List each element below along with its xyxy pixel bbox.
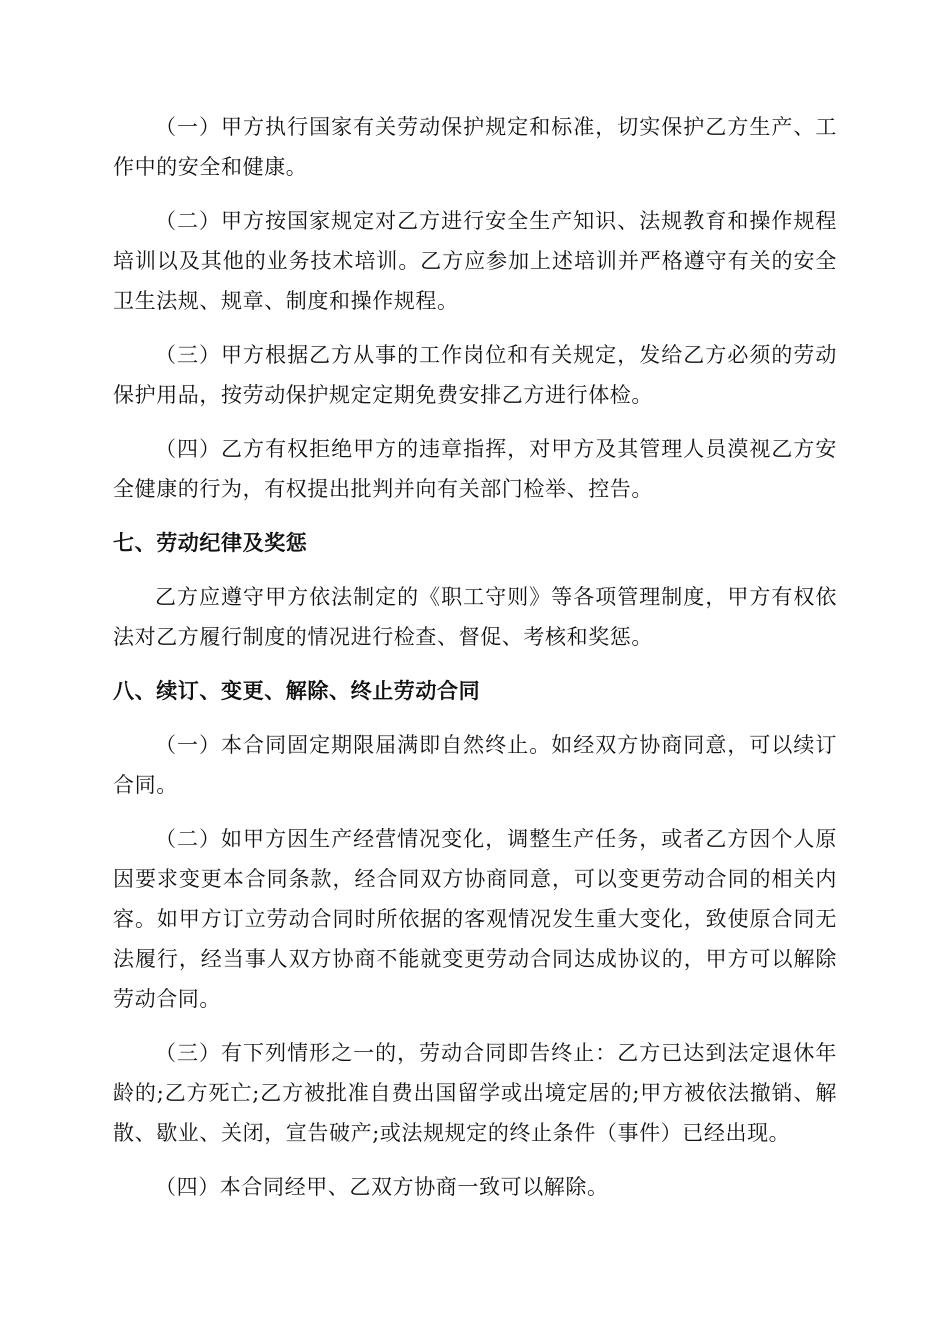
document-body xyxy=(113,107,837,1221)
section-7-heading: 七、劳动纪律及奖惩 xyxy=(113,531,308,555)
clause-8-4: （四）本合同经甲、乙双方协商一致可以解除。 xyxy=(155,1175,609,1199)
clause-6-4: （四）乙方有权拒绝甲方的违章指挥，对甲方及其管理人员漠视乙方安全健康的行为，有权提出批判并向有关部门检举、控告。 xyxy=(113,437,837,501)
clause-8-2: （二）如甲方因生产经营情况变化，调整生产任务，或者乙方因个人原因要求变更本合同条款，经合同双方协商同意，可以变更劳动合同的相关内容。如甲方订立劳动合同时所依据的客观情况发生重大变化，致使原合同无法履行，经当事人双方协商不能就变更劳动合同达成协议的，甲方可以解除劳动合同。 xyxy=(113,827,837,1011)
clause-8-3: （三）有下列情形之一的，劳动合同即告终止：乙方已达到法定退休年龄的;乙方死亡;乙方被批准自费出国留学或出境定居的;甲方被依法撤销、解散、歇业、关闭，宣告破产;或法规规定的终止条件（事件）已经出现。 xyxy=(113,1041,837,1145)
section-8-heading: 八、续订、变更、解除、终止劳动合同 xyxy=(113,679,481,703)
clause-6-3: （三）甲方根据乙方从事的工作岗位和有关规定，发给乙方必须的劳动保护用品，按劳动保护规定定期免费安排乙方进行体检。 xyxy=(113,343,837,407)
clause-6-1: （一）甲方执行国家有关劳动保护规定和标准，切实保护乙方生产、工作中的安全和健康。 xyxy=(113,115,837,179)
section-7-body: 乙方应遵守甲方依法制定的《职工守则》等各项管理制度，甲方有权依法对乙方履行制度的情况进行检查、督促、考核和奖惩。 xyxy=(113,585,837,649)
clause-6-2: （二）甲方按国家规定对乙方进行安全生产知识、法规教育和操作规程培训以及其他的业务技术培训。乙方应参加上述培训并严格遵守有关的安全卫生法规、规章、制度和操作规程。 xyxy=(113,209,837,313)
clause-8-1: （一）本合同固定期限届满即自然终止。如经双方协商同意，可以续订合同。 xyxy=(113,733,837,797)
